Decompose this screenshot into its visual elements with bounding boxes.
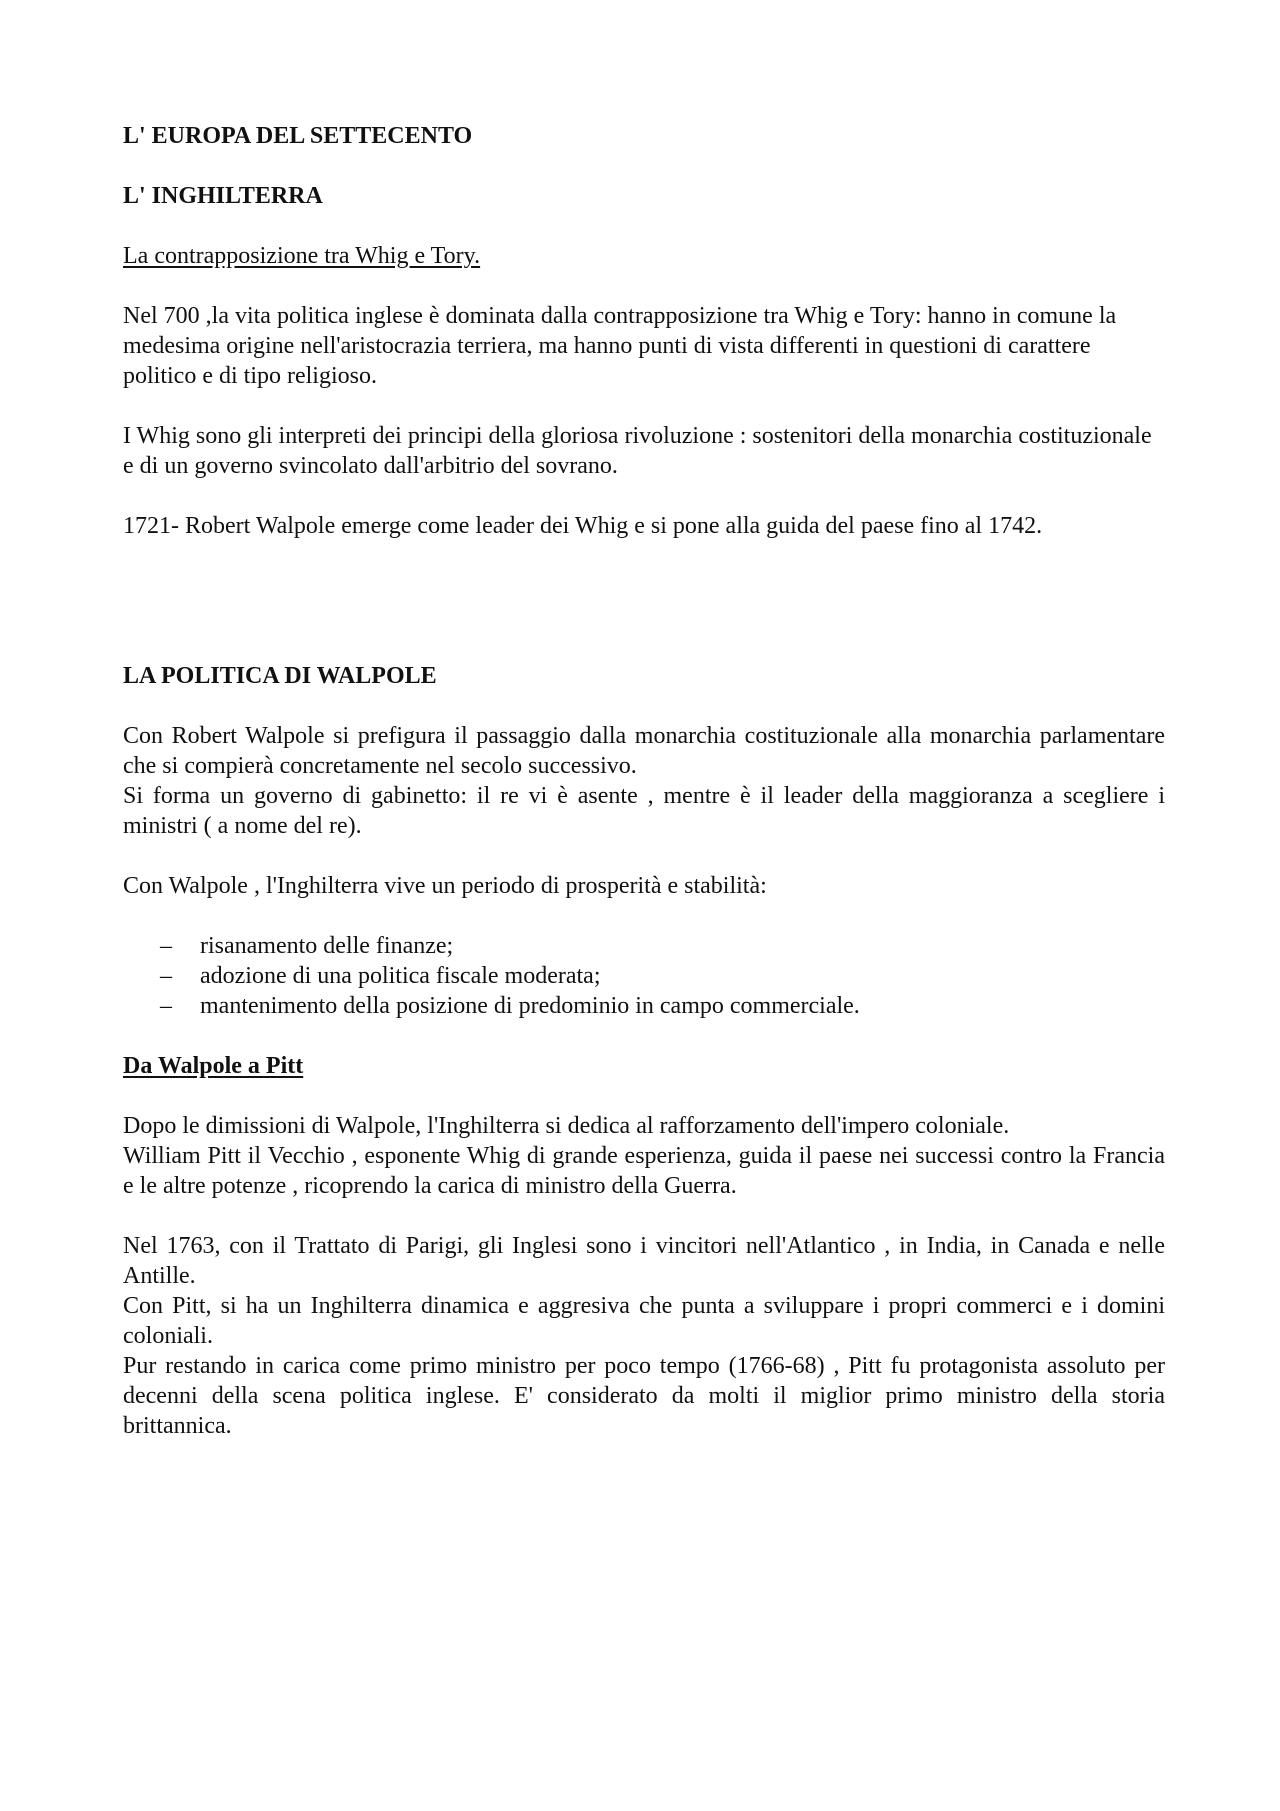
list-item bbox=[123, 931, 1165, 961]
section3-heading: Da Walpole a Pitt bbox=[123, 1053, 304, 1079]
list-item-text: mantenimento della posizione di predominio in campo commerciale. bbox=[200, 993, 860, 1019]
list-dash-marker: – bbox=[160, 993, 172, 1019]
section2-heading: LA POLITICA DI WALPOLE bbox=[123, 663, 437, 689]
section1-heading: La contrapposizione tra Whig e Tory. bbox=[123, 243, 481, 269]
section2-paragraph-1: Con Robert Walpole si prefigura il passaggio dalla monarchia costituzionale alla monarchia parlamentare che si compierà concretamente nel secolo successivo. bbox=[123, 723, 1165, 779]
list-dash-marker: – bbox=[160, 933, 172, 959]
section3-paragraph-1: Dopo le dimissioni di Walpole, l'Inghilterra si dedica al rafforzamento dell'impero coloniale. bbox=[123, 1113, 1010, 1139]
section3-paragraph-5: Pur restando in carica come primo ministro per poco tempo (1766-68) , Pitt fu protagonista assoluto per decenni della scena politica inglese. E' considerato da molti il miglior primo ministro della storia brittannica. bbox=[123, 1353, 1165, 1439]
document-title: L' EUROPA DEL SETTECENTO bbox=[123, 123, 473, 149]
list-item bbox=[123, 961, 1165, 991]
section2-paragraph-3: Con Walpole , l'Inghilterra vive un periodo di prosperità e stabilità: bbox=[123, 873, 767, 899]
section3-paragraph-3: Nel 1763, con il Trattato di Parigi, gli Inglesi sono i vincitori nell'Atlantico , in India, in Canada e nelle Antille. bbox=[123, 1233, 1165, 1289]
list-item-text: adozione di una politica fiscale moderata; bbox=[200, 963, 601, 989]
section1-paragraph-2: I Whig sono gli interpreti dei principi della gloriosa rivoluzione : sostenitori della monarchia costituzionale e di un governo svincolato dall'arbitrio del sovrano. bbox=[123, 423, 1152, 479]
list-item-text: risanamento delle finanze; bbox=[200, 933, 454, 959]
document-subtitle: L' INGHILTERRA bbox=[123, 183, 323, 209]
section1-paragraph-1: Nel 700 ,la vita politica inglese è dominata dalla contrapposizione tra Whig e Tory: hanno in comune la medesima origine nell'aristocrazia terriera, ma hanno punti di vista differenti in questioni di carattere politico e di tipo religioso. bbox=[123, 303, 1117, 389]
section1-paragraph-3: 1721- Robert Walpole emerge come leader dei Whig e si pone alla guida del paese fino al 1742. bbox=[123, 513, 1043, 539]
list-item bbox=[123, 991, 1165, 1021]
section3-paragraph-2: William Pitt il Vecchio , esponente Whig di grande esperienza, guida il paese nei successi contro la Francia e le altre potenze , ricoprendo la carica di ministro della Guerra. bbox=[123, 1143, 1165, 1199]
prosperity-list bbox=[123, 931, 1165, 1021]
list-dash-marker: – bbox=[160, 963, 172, 989]
section3-paragraph-4: Con Pitt, si ha un Inghilterra dinamica e aggresiva che punta a sviluppare i propri commerci e i domini coloniali. bbox=[123, 1293, 1165, 1349]
document-page bbox=[123, 121, 1165, 1441]
section2-paragraph-2: Si forma un governo di gabinetto: il re vi è asente , mentre è il leader della maggioranza a scegliere i ministri ( a nome del re). bbox=[123, 783, 1165, 839]
